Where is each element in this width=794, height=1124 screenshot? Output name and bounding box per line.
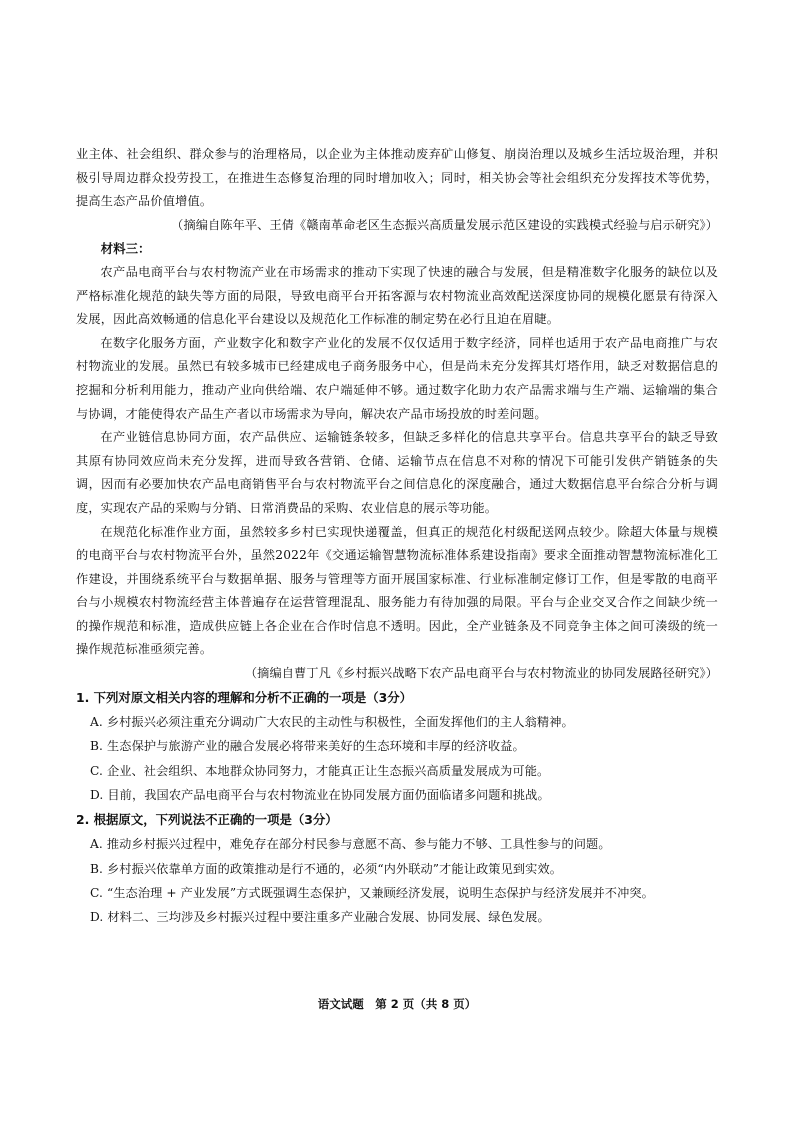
option-a: A. 推动乡村振兴过程中，难免存在部分村民参与意愿不高、参与能力不够、工具性参与的问题。 (90, 837, 611, 852)
option-a: A. 乡村振兴必须注重充分调动广大农民的主动性与积极性，全面发挥他们的主人翁精神。 (90, 715, 574, 730)
paragraph-continued: 业主体、社会组织、群众参与的治理格局，以企业为主体推动废弃矿山修复、崩岗治理以及城乡生活垃圾治理，并积极引导周边群众投劳投工，在推进生态修复治理的同时增加收入；同时，相关协会等社会组织充分发挥技术等优势，提高生态产品价值增值。 (76, 147, 718, 209)
option-b: B. 乡村振兴依靠单方面的政策推动是行不通的，必须“内外联动”才能让政策见到实效。 (90, 861, 563, 876)
option-d: D. 目前，我国农产品电商平台与农村物流业在协同发展方面仍面临诸多问题和挑战。 (90, 788, 550, 803)
source-citation-1: （摘编自陈年平、王倩《赣南革命老区生态振兴高质量发展示范区建设的实践模式经验与启示研究》） (171, 217, 718, 232)
material-3-paragraph: 在数字化服务方面，产业数字化和数字产业化的发展不仅仅适用于数字经济，同样也适用于农产品电商推广与农村物流业的发展。虽然已有较多城市已经建成电子商务服务中心，但是尚未充分发挥其灯塔作用，缺乏对数据信息的挖掘和分析利用能力，推动产业向供给端、农户端延伸不够。通过数字化助力农产品需求端与生产端、运输端的集合与协调，才能使得农产品生产者以市场需求为导向，解决农产品市场投放的时差问题。 (76, 335, 718, 421)
material-3-heading: 材料三： (100, 241, 151, 257)
option-c: C. “生态治理 + 产业发展”方式既强调生态保护，又兼顾经济发展，说明生态保护与经济发展并不冲突。 (90, 885, 654, 900)
source-citation-2: （摘编自曹丁凡《乡村振兴战略下农产品电商平台与农村物流业的协同发展路径研究》） (244, 666, 718, 681)
page-footer: 语文试题 第 2 页（共 8 页） (317, 997, 477, 1011)
question-1 (76, 686, 718, 808)
option-b: B. 生态保护与旅游产业的融合发展必将带来美好的生态环境和丰厚的经济收益。 (90, 739, 525, 754)
option-d: D. 材料二、三均涉及乡村振兴过程中要注重多产业融合发展、协同发展、绿色发展。 (90, 910, 550, 925)
exam-page-body (76, 143, 718, 930)
question-2 (76, 808, 718, 930)
material-3-paragraph: 在规范化标准作业方面，虽然较多乡村已实现快递覆盖，但真正的规范化村级配送网点较少。除超大体量与规模的电商平台与农村物流平台外，虽然2022年《交通运输智慧物流标准体系建设指南》要求全面推动智慧物流标准化工作建设，并围绕系统平台与数据单据、服务与管理等方面开展国家标准、行业标准制定修订工作，但是零散的电商平台与小规模农村物流经营主体普遍存在运营管理混乱、服务能力有待加强的局限。平台与企业交叉合作之间缺少统一的操作规范和标准，造成供应链上各企业在合作时信息不透明。因此，全产业链条及不同竞争主体之间可湊级的统一操作规范标准亟须完善。 (76, 524, 718, 657)
material-3-paragraph: 农产品电商平台与农村物流产业在市场需求的推动下实现了快速的融合与发展，但是精准数字化服务的缺位以及严格标准化规范的缺失等方面的局限，导致电商平台开拓客源与农村物流业高效配送深度协同的规模化愿景有待深入发展，因此高效畅通的信息化平台建设以及规范化工作标准的制定势在必行且迫在眉睫。 (76, 264, 718, 327)
material-3-paragraph: 在产业链信息协同方面，农产品供应、运输链条较多，但缺乏多样化的信息共享平台。信息共享平台的缺乏导致其原有协同效应尚未充分发挥，进而导致各营销、仓储、运输节点在信息不对称的情况下可能引发供产销链条的失调，因而有必要加快农产品电商销售平台与农村物流平台之间信息化的深度融合，通过大数据信息平台综合分析与调度，实现农产品的采购与分销、日常消费品的采购、农业信息的展示等功能。 (76, 430, 718, 515)
question-stem: 1. 下列对原文相关内容的理解和分析不正确的一项是（3分） (76, 689, 413, 705)
option-c: C. 企业、社会组织、本地群众协同努力，才能真正让生态振兴高质量发展成为可能。 (90, 763, 550, 778)
question-stem: 2. 根据原文，下列说法不正确的一项是（3分） (76, 811, 338, 827)
